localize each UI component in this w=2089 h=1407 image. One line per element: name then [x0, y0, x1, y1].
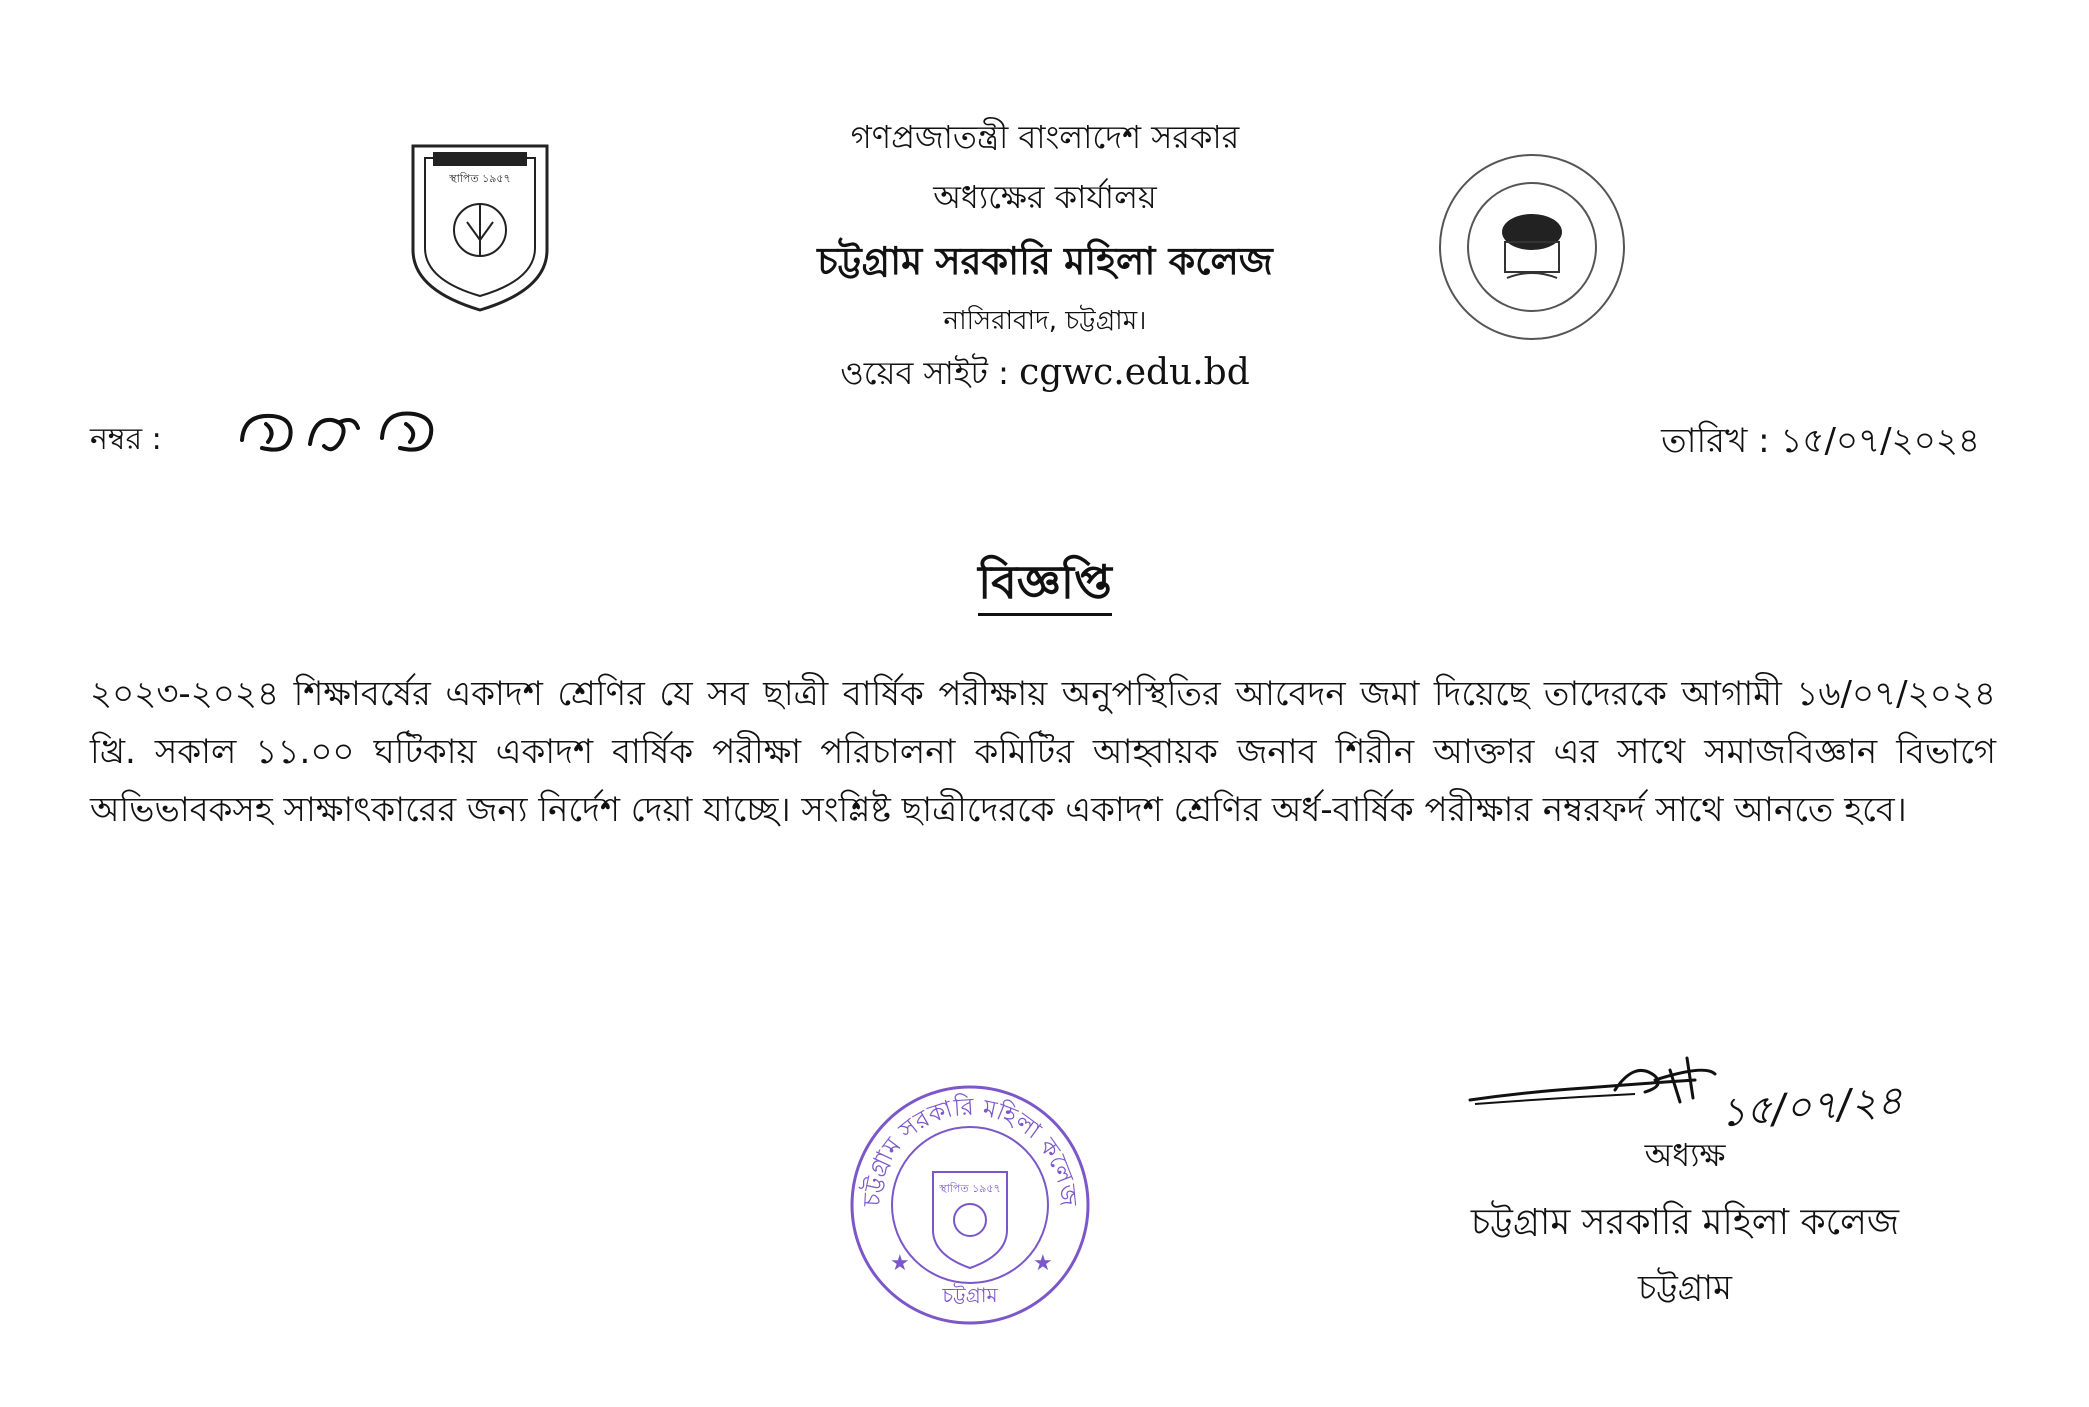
logo-caption: স্থাপিত ১৯৫৭: [449, 172, 511, 185]
seal-stamp-icon: [845, 1080, 1095, 1330]
date-label: তারিখ :: [1661, 421, 1770, 461]
notice-body: ২০২৩-২০২৪ শিক্ষাবর্ষের একাদশ শ্রেণির যে সব ছাত্রী বার্ষিক পরীক্ষায় অনুপস্থিতির আবেদন জমা দিয়েছে তাদেরকে আগামী ১৬/০৭/২০২৪ খ্রি. সকাল ১১.০০ ঘটিকায় একাদশ বার্ষিক পরীক্ষা পরিচালনা কমিটির আহ্বায়ক জনাব শিরীন আক্তার এর সাথে সমাজবিজ্ঞান বিভাগে অভিভাবকসহ সাক্ষাৎকারের জন্য নির্দেশ দেয়া যাচ্ছে। সংশ্লিষ্ট ছাত্রীদেরকে একাদশ শ্রেণির অর্ধ-বার্ষিক পরীক্ষার নম্বরফর্দ সাথে আনতে হবে।: [90, 674, 1996, 830]
government-heading: গণপ্রজাতন্ত্রী বাংলাদেশ সরকার: [850, 118, 1240, 156]
college-address: নাসিরাবাদ, চট্টগ্রাম।: [943, 306, 1147, 336]
website-line: [640, 348, 1450, 402]
signatory-city: চট্টগ্রাম: [1638, 1268, 1732, 1308]
college-seal: [845, 1080, 1095, 1330]
office-heading: অধ্যক্ষের কার্যালয়: [933, 178, 1157, 216]
date-value: ১৫/০৭/২০২৪: [1780, 421, 1980, 461]
date-line: [1540, 415, 1980, 472]
college-name-heading: চট্টগ্রাম সরকারি মহিলা কলেজ: [817, 239, 1273, 283]
website-link[interactable]: cgwc.edu.bd: [1019, 352, 1250, 393]
memo-label: নম্বর :: [90, 422, 162, 457]
seal-ring-text: চট্টগ্রাম সরকারি মহিলা কলেজ: [857, 1092, 1083, 1208]
memo-number-handwritten: [232, 392, 472, 472]
handwritten-memo-number-icon: [232, 392, 472, 472]
notice-title: বিজ্ঞপ্তি: [895, 548, 1195, 624]
education-emblem-icon: [1435, 150, 1630, 345]
seal-bottom-text: চট্টগ্রাম: [942, 1283, 998, 1307]
handwritten-signature-date: ১৫/০৭/২৪: [1718, 1077, 1905, 1137]
signatory-designation: অধ্যক্ষ: [1644, 1136, 1726, 1174]
college-crest-icon: [405, 140, 555, 315]
college-logo-left: [405, 140, 555, 315]
college-logo-right: [1435, 150, 1630, 345]
signatory-college: চট্টগ্রাম সরকারি মহিলা কলেজ: [1470, 1202, 1900, 1243]
seal-star-left: ★: [890, 1251, 910, 1276]
seal-inner-text: স্থাপিত ১৯৫৭: [939, 1182, 1001, 1195]
seal-star-right: ★: [1033, 1251, 1053, 1276]
website-label: ওয়েব সাইট :: [840, 354, 1009, 392]
